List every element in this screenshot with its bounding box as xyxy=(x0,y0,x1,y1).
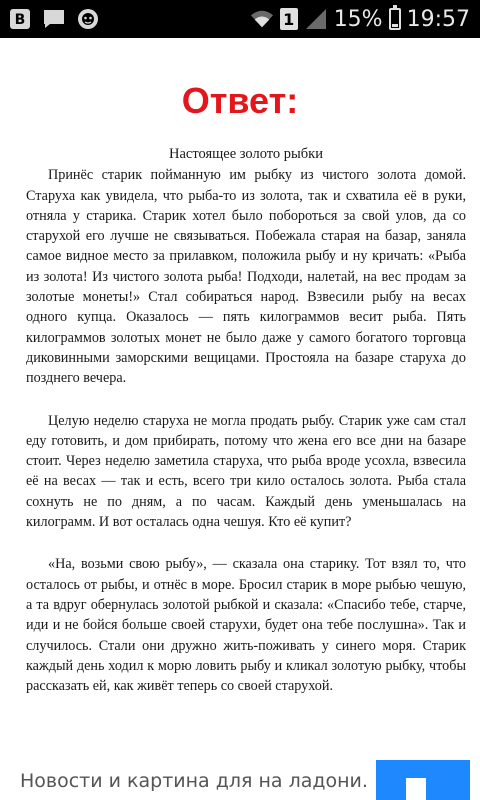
wifi-icon xyxy=(250,7,274,31)
battery-percent: 15% xyxy=(333,6,383,32)
svg-text:B: B xyxy=(14,12,26,28)
lion-logo-icon xyxy=(76,7,100,31)
story-paragraph-3: «На, возьми свою рыбу», — сказала она старику. Тот взял то, что осталось от рыбы, и отнёс в море. Бросил старик в море рыбью чешую, а та вдруг обернулась золотой рыбкой и сказала: «Спасибо тебе, старче, иди и не бойся больше своей старухи, будет она тебе послушна». Так и случилось. Стали они дружно жить-поживать у синего моря. Старик каждый день ходил к морю ловить рыбу и кликал золотую рыбку, чтобы рассказать ей, как живёт теперь со своей старухой. xyxy=(26,556,466,695)
logo-mark xyxy=(406,778,426,800)
ad-banner[interactable] xyxy=(0,760,480,800)
ad-banner-text[interactable]: Новости и картина для на ладони. xyxy=(20,770,368,792)
ad-logo-icon[interactable] xyxy=(376,760,470,800)
story-title: Настоящее золото рыбки xyxy=(169,146,323,162)
answer-text-image xyxy=(26,144,466,696)
clock: 19:57 xyxy=(406,6,470,32)
story-paragraph-2: Целую неделю старуха не могла продать рыбу. Старик уже сам стал еду готовить, и дом прибирать, потому что жена его все дни на базаре стоит. Через неделю заметила старуха, что рыба вроде усохла, взвесила её на весах — так и есть, всего три кило осталось золота. Рыба стала сохнуть не по дням, а по часам. Каждый день уменьшалась на килограмм. И вот осталась одна чешуя. Кто её купит? xyxy=(26,412,466,531)
story-paragraph-1: Принёс старик пойманную им рыбку из чистого золота домой. Старуха как увидела, что рыба-то из золота, так и схватила её в руки, отняла у старика. Старик хотел было побороться за свой улов, да со старухой его лучше не связываться. Побежала старая на базар, заняла самое видное место за прилавком, положила рыбу и ну кричать: «Рыба из золота! Из чистого золота рыба! Подходи, налетай, на вес продам за золотые монеты!» Стал собираться народ. Взвесили рыбу на весах одного купца. Оказалось — пять килограммов весит рыба. Пять килограммов золотых монет не было даже у самого богатого торговца диковинными заморскими вещицами. Простояла на базаре старуха до позднего вечера. xyxy=(26,167,466,387)
answer-heading: Ответ: xyxy=(181,80,299,121)
chat-bubble-icon xyxy=(42,7,66,31)
status-bar xyxy=(0,0,480,38)
vk-icon xyxy=(8,7,32,31)
signal-icon xyxy=(304,7,328,31)
notification-icons xyxy=(8,7,100,31)
system-status xyxy=(250,6,470,32)
battery-icon xyxy=(389,8,401,30)
sim-slot-indicator: 1 xyxy=(280,8,298,30)
